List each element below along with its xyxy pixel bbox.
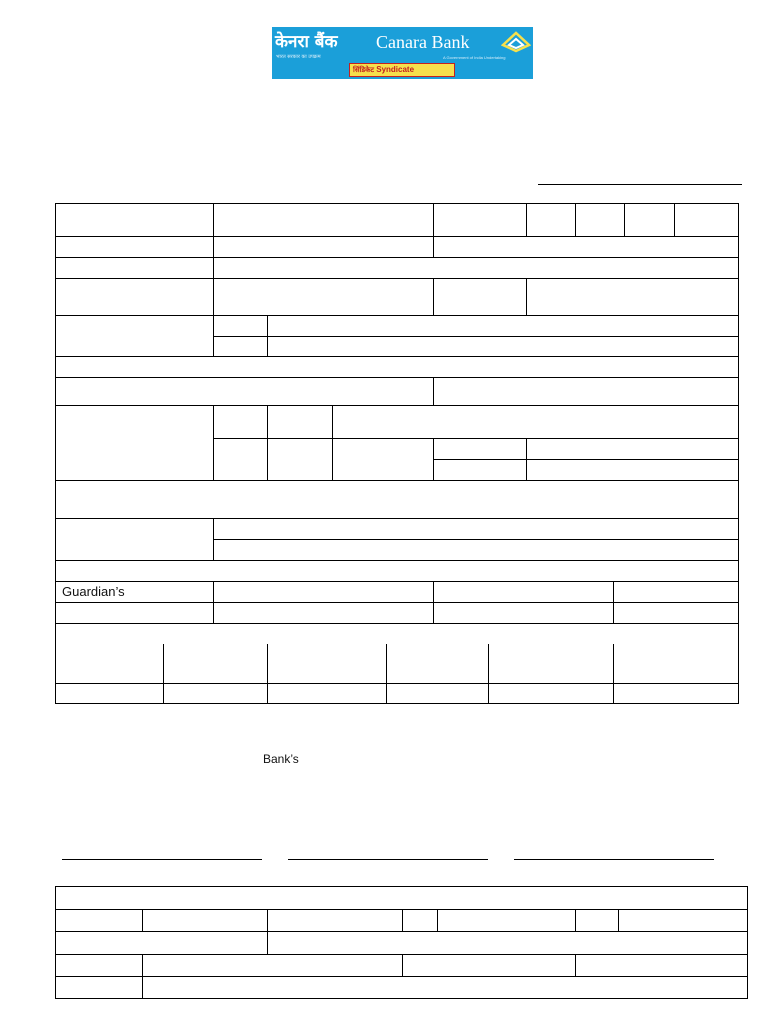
account-form-table [55,203,739,704]
row-divider [56,518,738,519]
row-divider [56,976,747,977]
row-divider [56,683,738,684]
logo-tagline-hindi: भारत सरकार का उपक्रम [276,54,321,60]
row-divider [56,405,738,406]
logo-hindi-name: केनरा बैंक [275,32,338,52]
row-divider [56,377,738,378]
row-divider [56,931,747,932]
col-divider [575,909,576,931]
row-divider [56,602,738,603]
row-divider [56,581,738,582]
row-divider [56,236,738,237]
col-divider [674,204,675,236]
signature-line-3[interactable] [514,859,714,860]
col-divider [213,405,214,480]
col-divider [613,644,614,704]
col-divider [624,204,625,236]
row-divider [56,257,738,258]
col-divider [526,204,527,236]
col-divider [437,909,438,931]
row-divider [56,480,738,481]
row-divider [56,356,738,357]
col-divider [267,644,268,704]
col-divider [267,909,268,954]
col-divider [526,438,527,480]
col-divider [267,315,268,356]
syndicate-hindi: सिंडिकेट [353,66,375,74]
syndicate-badge [349,63,455,77]
col-divider [142,909,143,931]
canara-logo-mark-icon [501,31,531,53]
col-divider [332,405,333,480]
guardian-label: Guardian’s [62,584,125,599]
col-divider [163,644,164,704]
col-divider [267,405,268,480]
row-divider [433,459,738,460]
col-divider [142,954,143,998]
row-divider [213,336,738,337]
date-line[interactable] [538,184,742,185]
col-divider [575,204,576,236]
col-divider [433,278,434,315]
col-divider [433,377,434,405]
logo-english-name: Canara Bank [376,32,470,52]
col-divider [526,278,527,315]
row-divider [56,315,738,316]
logo-tagline-english: A Government of India Undertaking [443,55,506,60]
row-divider [213,539,738,540]
banks-label: Bank’s [263,752,299,766]
office-use-table [55,886,748,999]
row-divider [56,560,738,561]
row-divider [56,623,738,624]
col-divider [386,644,387,704]
row-divider [213,438,738,439]
col-divider [488,644,489,704]
col-divider [618,909,619,931]
col-divider [402,909,403,931]
signature-line-2[interactable] [288,859,488,860]
col-divider [613,581,614,623]
col-divider [213,518,214,560]
col-divider [433,204,434,257]
col-divider [433,438,434,480]
syndicate-english: Syndicate [376,65,415,74]
row-divider [56,278,738,279]
col-divider [213,581,214,623]
col-divider [213,204,214,356]
col-divider [575,954,576,976]
signature-line-1[interactable] [62,859,262,860]
col-divider [402,954,403,976]
bank-logo [272,27,533,79]
col-divider [433,581,434,623]
